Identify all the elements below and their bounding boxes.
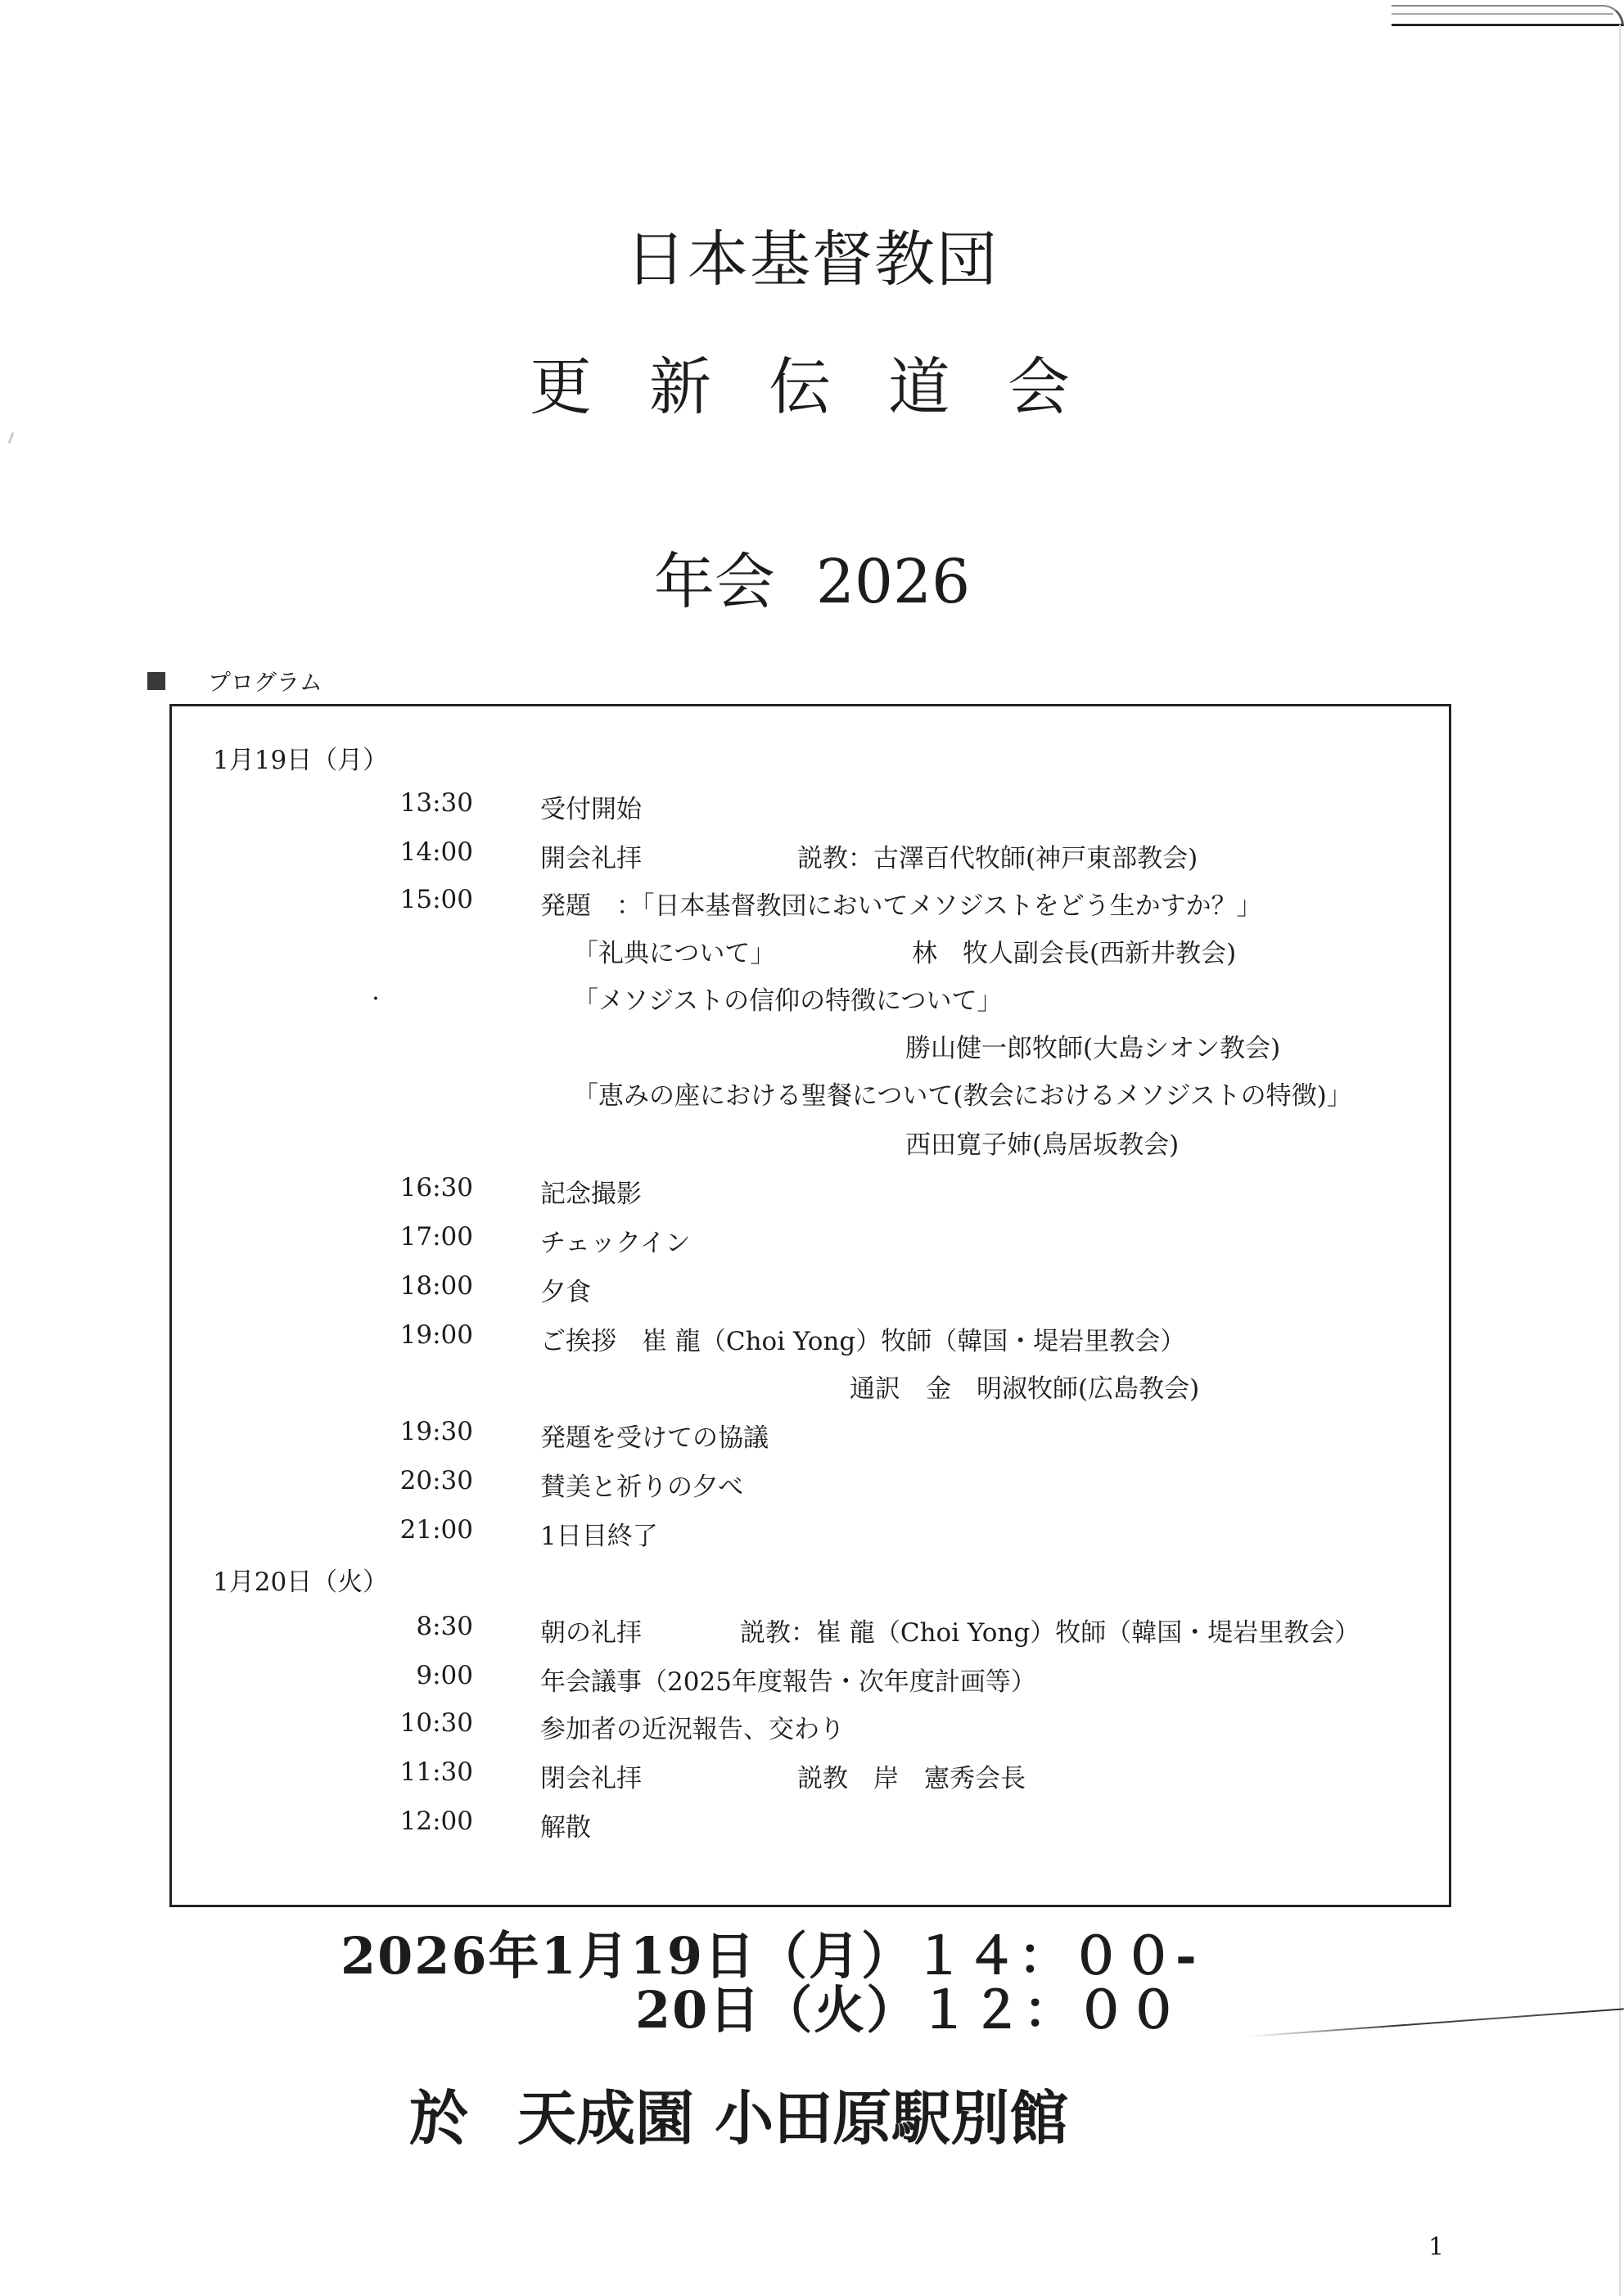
item-time: 10:30 <box>399 1708 473 1738</box>
meeting-title <box>0 534 1624 620</box>
item-detail: 西田寛子姉(鳥居坂教会) <box>905 1130 1180 1160</box>
item-content: 年会議事（2025年度報告・次年度計画等） <box>540 1667 1036 1697</box>
meeting-year: 2026 <box>815 547 971 617</box>
venue <box>409 2071 1068 2156</box>
item-detail: 通訳 金 明淑牧師(広島教会) <box>850 1374 1200 1404</box>
item-time: 13:30 <box>399 788 473 818</box>
paper-crease-line <box>1248 2008 1624 2037</box>
item-time: 9:00 <box>416 1661 473 1690</box>
page-number: 1 <box>1428 2233 1445 2262</box>
item-detail: 林 牧人副会長(西新井教会) <box>912 939 1237 968</box>
item-time: 19:30 <box>399 1417 473 1446</box>
item-content: 受付開始 <box>540 795 642 824</box>
item-content: 閉会礼拝 <box>540 1764 642 1793</box>
item-time: 15:00 <box>399 885 473 914</box>
item-content: 「メソジストの信仰の特徴について」 <box>573 986 1003 1016</box>
item-time: 12:00 <box>399 1807 473 1836</box>
black-square-icon <box>147 672 165 690</box>
item-content: 賛美と祈りの夕べ <box>540 1473 743 1502</box>
section-title: プログラム <box>208 669 323 696</box>
item-detail: 説教：崔 龍（Choi Yong）牧師（韓国・堤岩里教会） <box>740 1618 1360 1648</box>
item-content: 開会礼拝 <box>540 844 642 873</box>
item-time: 18:00 <box>399 1271 473 1301</box>
item-content: 「恵みの座における聖餐について(教会におけるメソジストの特徴)」 <box>573 1081 1352 1111</box>
organization-title: 日本基督教団 <box>625 224 999 295</box>
program-box <box>169 704 1451 1907</box>
item-content: 解散 <box>540 1813 591 1843</box>
item-detail: 説教：古澤百代牧師(神戸東部教会) <box>797 844 1198 873</box>
item-time: 19:00 <box>399 1320 473 1350</box>
scan-stray-mark <box>8 432 15 444</box>
item-content: 「礼典について」 <box>573 939 776 968</box>
item-time: 21:00 <box>399 1515 473 1545</box>
item-time: 16:30 <box>399 1173 473 1202</box>
day-heading: 1月20日（火） <box>213 1568 389 1597</box>
venue-prefix: 於 <box>409 2083 469 2153</box>
item-content: 記念撮影 <box>540 1180 642 1209</box>
item-time: 14:00 <box>399 837 473 867</box>
item-content: 発題を受けての協議 <box>540 1423 769 1453</box>
item-content: 夕食 <box>540 1278 591 1307</box>
schedule-start: 2026年1月19日（月）１４：００- <box>341 1926 1198 1986</box>
item-content: チェックイン <box>540 1229 691 1258</box>
item-content: ご挨拶 崔 龍（Choi Yong）牧師（韓国・堤岩里教会） <box>540 1327 1186 1356</box>
item-content: 発題 ：「日本基督教団においてメソジストをどう生かすか？」 <box>540 891 1262 921</box>
item-detail: 説教 岸 憲秀会長 <box>797 1764 1026 1793</box>
item-time: 17:00 <box>399 1222 473 1252</box>
item-time: 20:30 <box>399 1466 473 1495</box>
item-content: 参加者の近況報告、交わり <box>540 1715 845 1744</box>
item-time: 8:30 <box>416 1612 473 1641</box>
day-heading: 1月19日（月） <box>213 746 389 775</box>
item-content: 1日目終了 <box>540 1522 658 1551</box>
item-time: 11:30 <box>399 1757 473 1787</box>
event-title: 更新伝道会 <box>530 350 1127 423</box>
program-section-header <box>147 665 323 697</box>
schedule-end: 20日（火）１２：００ <box>635 1980 1181 2040</box>
scan-edge-artifact <box>1392 5 1624 26</box>
venue-name: 天成園 小田原駅別館 <box>517 2083 1069 2153</box>
stray-dot: . <box>372 977 380 1006</box>
item-content: 朝の礼拝 <box>540 1618 642 1648</box>
item-detail: 勝山健一郎牧師(大島シオン教会) <box>905 1034 1281 1063</box>
meeting-label: 年会 <box>653 547 775 617</box>
